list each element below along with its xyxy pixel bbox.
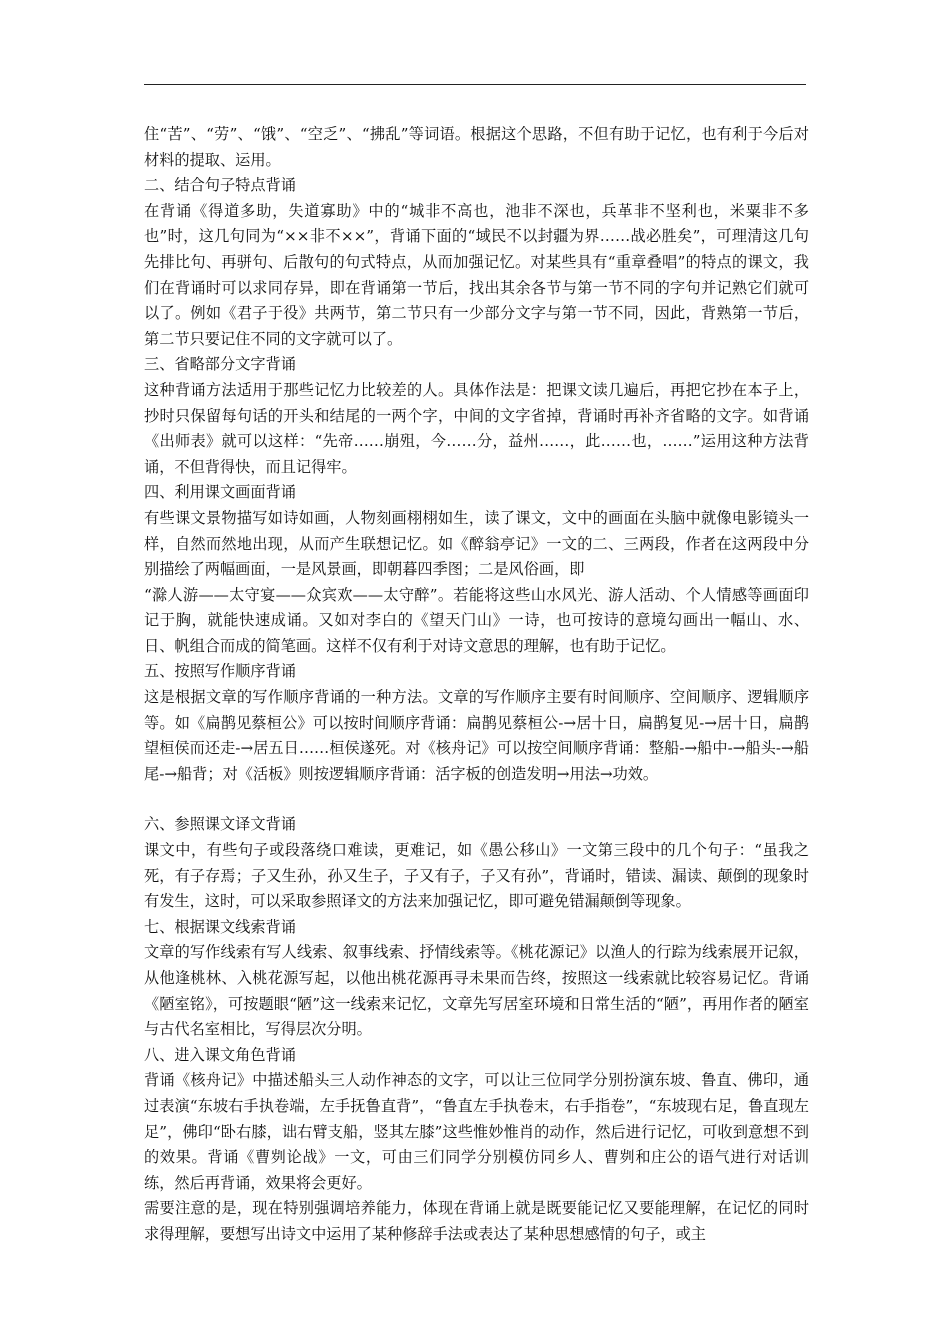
paragraph-section-5: 这是根据文章的写作顺序背诵的一种方法。文章的写作顺序主要有时间顺序、空间顺序、逻辑顺序等。如《扁鹊见蔡桓公》可以按时间顺序背诵：扁鹊见蔡桓公-→居十日，扁鹊复见-→居十日，扁鹊望桓侯而还走-→居五日……桓侯遂死。对《核舟记》可以按空间顺序背诵：整船-→船中-→船头-→船尾-→船背；对《活板》则按逻辑顺序背诵：活字板的创造发明→用法→功效。 <box>144 688 809 783</box>
paragraph-closing: 需要注意的是，现在特别强调培养能力，体现在背诵上就是既要能记忆又要能理解，在记忆的同时求得理解，要想写出诗文中运用了某种修辞手法或表达了某种思想感情的句子，或主 <box>144 1199 809 1243</box>
paragraph-section-4a: 有些课文景物描写如诗如画，人物刻画栩栩如生，读了课文，文中的画面在头脑中就像电影镜头一样，自然而然地出现，从而产生联想记忆。如《醉翁亭记》一文的二、三两段，作者在这两段中分别描绘了两幅画面，一是风景画，即朝暮四季图；二是风俗画，即 <box>144 508 809 579</box>
section-heading-2: 二、结合句子特点背诵 <box>144 176 296 195</box>
section-heading-7: 七、根据课文线索背诵 <box>144 917 296 936</box>
section-heading-5: 五、按照写作顺序背诵 <box>144 662 296 681</box>
paragraph-section-4b: “滁人游——太守宴——众宾欢——太守醉”。若能将这些山水风光、游人活动、个人情感等画面印记于胸，就能快速成诵。又如对李白的《望天门山》一诗，也可按诗的意境勾画出一幅山、水、日、帆组合而成的简笔画。这样不仅有利于对诗文意思的理解，也有助于记忆。 <box>144 585 809 655</box>
paragraph-section-7: 文章的写作线索有写人线索、叙事线索、抒情线索等。《桃花源记》以渔人的行踪为线索展开记叙，从他逢桃林、入桃花源写起，以他出桃花源再寻未果而告终，按照这一线索就比较容易记忆。背诵《陋室铭》，可按题眼“陋”这一线索来记忆，文章先写居室环境和日常生活的“陋”，再用作者的陋室与古代名室相比，写得层次分明。 <box>144 943 809 1039</box>
blank-line <box>144 787 809 812</box>
section-heading-4: 四、利用课文画面背诵 <box>144 483 296 502</box>
section-heading-3: 三、省略部分文字背诵 <box>144 355 296 374</box>
paragraph-continuation: 住“苦”、“劳”、“饿”、“空乏”、“拂乱”等词语。根据这个思路，不但有助于记忆，也有利于今后对材料的提取、运用。 <box>144 125 809 169</box>
document-body <box>144 122 809 1248</box>
paragraph-section-8: 背诵《核舟记》中描述船头三人动作神态的文字，可以让三位同学分别扮演东坡、鲁直、佛印，通过表演“东坡右手执卷端，左手抚鲁直背”，“鲁直左手执卷末，右手指卷”，“东坡现右足，鲁直现左足”，佛印“卧右膝，诎右臂支船，竖其左膝”这些惟妙惟肖的动作，然后进行记忆，可收到意想不到的效果。背诵《曹刿论战》一文，可由三们同学分别模仿同乡人、曹刿和庄公的语气进行对话训练，然后再背诵，效果将会更好。 <box>144 1071 809 1192</box>
section-heading-6: 六、参照课文译文背诵 <box>144 815 296 834</box>
section-heading-8: 八、进入课文角色背诵 <box>144 1045 296 1064</box>
paragraph-section-3: 这种背诵方法适用于那些记忆力比较差的人。具体作法是：把课文读几遍后，再把它抄在本子上，抄时只保留每句话的开头和结尾的一两个字，中间的文字省掉，背诵时再补齐省略的文字。如背诵《出师表》就可以这样：“先帝……崩殂，今……分，益州……，此……也，……”运用这种方法背诵，不但背得快，而且记得牢。 <box>144 380 809 476</box>
paragraph-section-2: 在背诵《得道多助，失道寡助》中的“城非不高也，池非不深也，兵革非不坚利也，米粟非不多也”时，这几句同为“××非不××”，背诵下面的“域民不以封疆为界……战必胜矣”，可理清这几句先排比句、再骈句、后散句的句式特点，从而加强记忆。对某些具有“重章叠唱”的特点的课文，我们在背诵时可以求同存异，即在背诵第一节后，找出其余各节与第一节不同的字句并记熟它们就可以了。例如《君子于役》共两节，第二节只有一少部分文字与第一节不同，因此，背熟第一节后，第二节只要记住不同的文字就可以了。 <box>144 201 809 348</box>
header-rule <box>144 84 806 85</box>
paragraph-section-6: 课文中，有些句子或段落绕口难读，更难记，如《愚公移山》一文第三段中的几个句子：“虽我之死，有子存焉；子又生孙，孙又生子，子又有子，子又有孙”，背诵时，错读、漏读、颠倒的现象时有发生，这时，可以采取参照译文的方法来加强记忆，即可避免错漏颠倒等现象。 <box>144 841 809 911</box>
